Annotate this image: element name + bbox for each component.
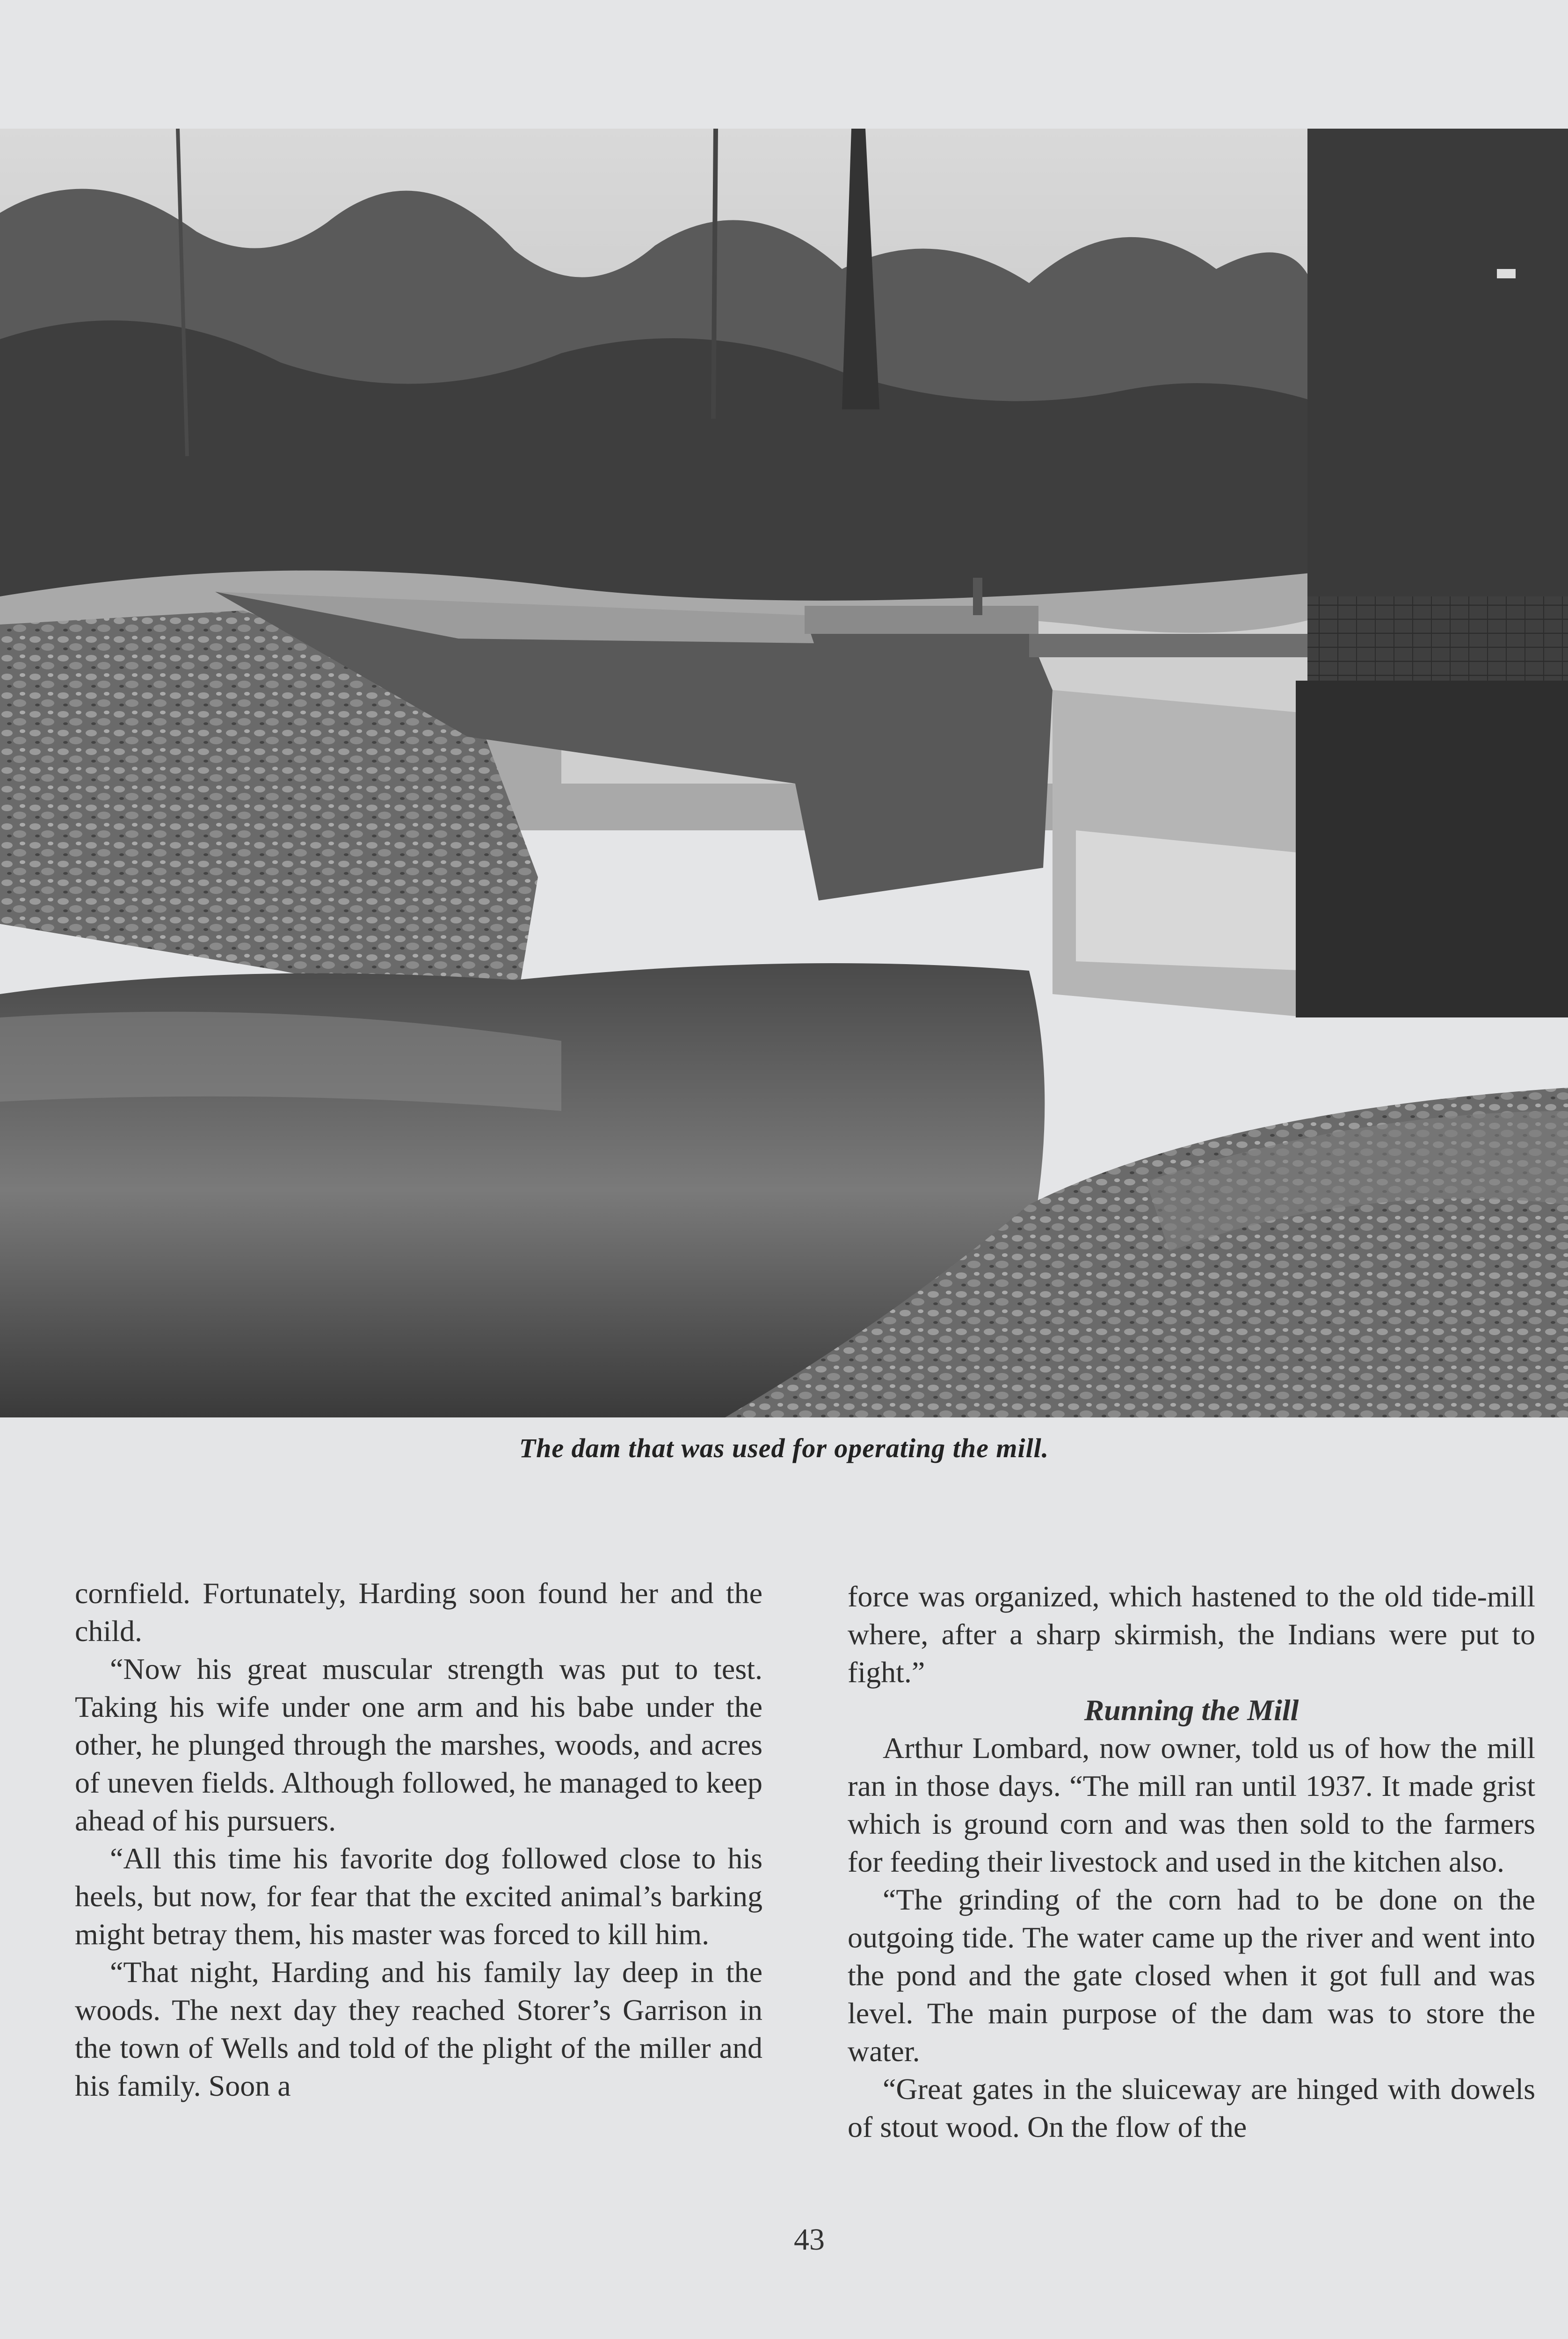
paragraph: “That night, Harding and his family lay deep in the woods. The next day they reached Storer’s Garrison in the town of Wells and told of the plight of the miller and his family. Soon a [75,1955,762,2102]
page-number: 43 [794,2223,825,2257]
paragraph: Arthur Lombard, now owner, told us of how the mill ran in those days. “The mill ran until 1937. It made grist which is ground corn and was then sold to the farmers for feeding their livestock and used in the kitchen also. [848,1731,1535,1878]
right-column [848,1577,1535,2146]
left-column [75,1574,762,2105]
photo-caption: The dam that was used for operating the mill. [519,1433,1049,1463]
paragraph: “Great gates in the sluiceway are hinged with dowels of stout wood. On the flow of the [848,2072,1535,2143]
section-heading: Running the Mill [1084,1693,1299,1727]
paragraph: “Now his great muscular strength was put to test. Taking his wife under one arm and his babe under the other, he plunged through the marshes, woods, and acres of uneven fields. Although followed, he managed to keep ahead of his pursuers. [75,1652,762,1837]
mill-dam-photo [0,129,1568,1417]
paragraph: “The grinding of the corn had to be done on the outgoing tide. The water came up the river and went into the pond and the gate closed when it got full and was level. The main purpose of the dam was to store the water. [848,1883,1535,2068]
paragraph: “All this time his favorite dog followed close to his heels, but now, for fear that the excited animal’s barking might betray them, his master was forced to kill him. [75,1842,762,1951]
paragraph: force was organized, which hastened to the old tide-mill where, after a sharp skirmish, the Indians were put to fight.” [848,1580,1535,1689]
paragraph: cornfield. Fortunately, Harding soon found her and the child. [75,1576,762,1648]
